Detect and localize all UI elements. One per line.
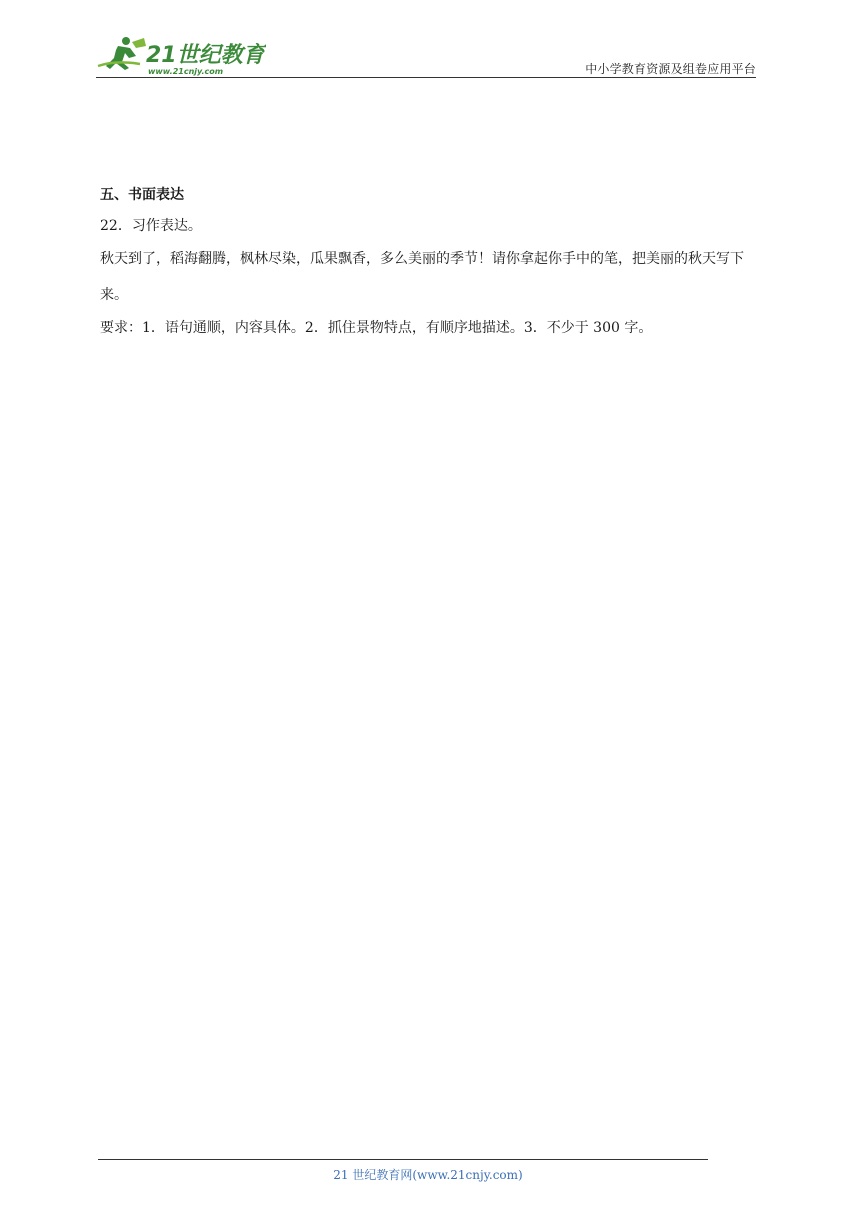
- runner-logo-icon: [96, 32, 266, 76]
- footer-site-link[interactable]: 21 世纪教育网(www.21cnjy.com): [333, 1168, 523, 1182]
- footer-divider: [98, 1159, 708, 1160]
- platform-tagline: 中小学教育资源及组卷应用平台: [585, 62, 756, 76]
- header-divider: [96, 77, 756, 78]
- main-content: [100, 183, 765, 343]
- question-prompt: 秋天到了，稻海翻腾，枫林尽染，瓜果飘香，多么美丽的季节！请你拿起你手中的笔，把美丽的秋天写下来。: [100, 251, 744, 303]
- page-header: [96, 30, 756, 78]
- question-label: 22．习作表达。: [100, 218, 202, 234]
- section-title: 五、书面表达: [100, 187, 184, 203]
- svg-text:www.21cnjy.com: www.21cnjy.com: [148, 67, 224, 76]
- svg-text:21世纪教育: 21世纪教育: [146, 43, 265, 68]
- site-logo: [96, 32, 266, 76]
- question-requirements: 要求：1．语句通顺，内容具体。2．抓住景物特点，有顺序地描述。3．不少于 300 字。: [100, 320, 653, 336]
